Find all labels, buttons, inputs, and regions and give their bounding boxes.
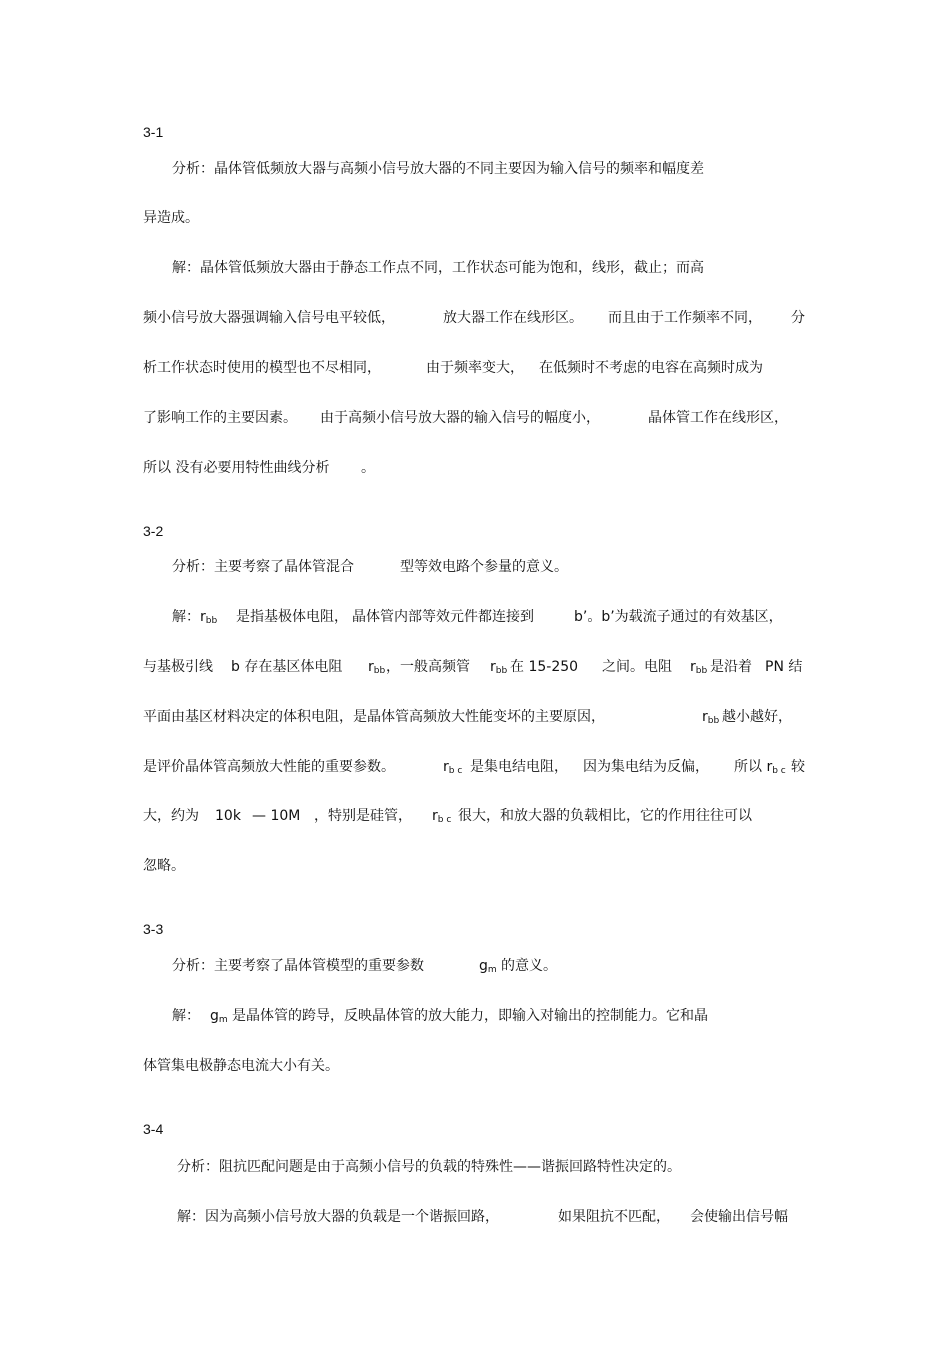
text-segment: 是沿着	[710, 659, 752, 675]
text-segment: 由于频率变大，	[426, 360, 524, 376]
subscript: bb	[695, 666, 708, 676]
text-segment: 在 15-250	[510, 659, 579, 675]
subscript: b c	[448, 766, 463, 776]
subscript: m	[218, 1015, 228, 1025]
text-segment: 析工作状态时使用的模型也不尽相同，	[143, 360, 381, 376]
text-segment: 而且由于工作频率不同，	[608, 310, 762, 326]
paragraph-line	[0, 1056, 339, 1096]
subscript: b c	[772, 766, 786, 776]
text-segment: 体管集电极静态电流大小有关。	[143, 1058, 339, 1074]
text-segment: 晶体管内部等效元件都连接到	[352, 609, 534, 625]
text-segment: 分析：主要考察了晶体管模型的重要参数	[172, 958, 424, 974]
paragraph-line	[0, 159, 704, 199]
text-segment: 因为集电结为反偏，	[583, 759, 709, 775]
symbol-r: r	[702, 709, 708, 725]
text-segment: — 10M	[252, 808, 301, 824]
section-heading-3-2: 3-2	[143, 523, 164, 539]
text-segment: 所以 没有必要用特性曲线分析	[143, 460, 330, 476]
subscript: bb	[495, 666, 508, 676]
text-segment: 分析：晶体管低频放大器与高频小信号放大器的不同主要因为输入信号的频率和幅度差	[172, 161, 704, 177]
text-segment: 是指基极体电阻，	[236, 609, 348, 625]
subscript: bb	[707, 716, 720, 726]
symbol-g: g	[210, 1008, 219, 1024]
section-heading-3-4: 3-4	[143, 1121, 164, 1137]
text-segment: 。	[361, 460, 375, 476]
paragraph-line	[0, 856, 185, 896]
text-segment: 在低频时不考虑的电容在高频时成为	[539, 360, 763, 376]
symbol-r: r	[490, 659, 496, 675]
subscript: m	[487, 965, 497, 975]
text-segment: 放大器工作在线形区。	[443, 310, 583, 326]
text-segment: 所以 r	[734, 759, 773, 775]
symbol-r: r	[690, 659, 696, 675]
text-segment: 如果阻抗不匹配，	[558, 1209, 670, 1225]
text-segment: 型等效电路个参量的意义。	[400, 559, 568, 575]
text-segment: 是集电结电阻，	[470, 759, 568, 775]
symbol-r: r	[432, 808, 438, 824]
text-segment: 了影响工作的主要因素。	[143, 410, 297, 426]
text-segment: 解：	[172, 1008, 200, 1024]
text-segment: 很大，和放大器的负载相比，它的作用往往可以	[458, 808, 752, 824]
text-segment: 忽略。	[143, 858, 185, 874]
text-segment: 频小信号放大器强调输入信号电平较低，	[143, 310, 395, 326]
section-heading-3-3: 3-3	[143, 921, 164, 937]
text-segment: 晶体管工作在线形区，	[648, 410, 788, 426]
subscript: b c	[437, 815, 452, 825]
paragraph-line	[0, 258, 704, 298]
text-segment: ，特别是硅管，	[314, 808, 412, 824]
text-segment: 会使输出信号幅	[690, 1209, 788, 1225]
text-segment: 是晶体管的跨导，反映晶体管的放大能力，即输入对输出的控制能力。它和晶	[232, 1008, 708, 1024]
text-segment: 较	[791, 759, 805, 775]
text-segment: 解：晶体管低频放大器由于静态工作点不同，工作状态可能为饱和，线形，截止；而高	[172, 260, 704, 276]
paragraph-line	[0, 1207, 788, 1287]
text-segment: PN 结	[765, 659, 803, 675]
symbol-r: r	[368, 659, 374, 675]
subscript: bb	[373, 666, 386, 676]
symbol-r: 解：r	[172, 609, 206, 625]
text-segment: 越小越好，	[722, 709, 792, 725]
text-segment: 大，约为	[143, 808, 199, 824]
text-segment: 异造成。	[143, 210, 199, 226]
paragraph-line	[0, 458, 375, 518]
text-segment: 分析：主要考察了晶体管混合	[172, 559, 354, 575]
text-segment: ，一般高频管	[386, 659, 470, 675]
text-segment: 与基极引线	[143, 659, 213, 675]
text-segment: b’。b’为载流子通过的有效基区，	[574, 609, 783, 625]
text-segment: 分	[791, 310, 805, 326]
section-heading-3-1: 3-1	[143, 124, 164, 140]
text-segment: 10k	[215, 808, 241, 824]
symbol-r: r	[443, 759, 449, 775]
paragraph-line	[0, 208, 199, 248]
text-segment: 由于高频小信号放大器的输入信号的幅度小，	[320, 410, 600, 426]
text-segment: 分析：阻抗匹配问题是由于高频小信号的负载的特殊性——谐振回路特性决定的。	[177, 1159, 681, 1175]
paragraph-line	[0, 1157, 681, 1197]
text-segment: 是评价晶体管高频放大性能的重要参数。	[143, 759, 395, 775]
text-segment: 平面由基区材料决定的体积电阻，是晶体管高频放大性能变坏的主要原因，	[143, 709, 605, 725]
text-segment: 之间。电阻	[602, 659, 672, 675]
symbol-g: g	[479, 958, 488, 974]
text-segment: b 存在基区体电阻	[231, 659, 343, 675]
text-segment: 的意义。	[501, 958, 557, 974]
subscript: bb	[205, 616, 218, 626]
text-segment: 解：因为高频小信号放大器的负载是一个谐振回路，	[177, 1209, 499, 1225]
